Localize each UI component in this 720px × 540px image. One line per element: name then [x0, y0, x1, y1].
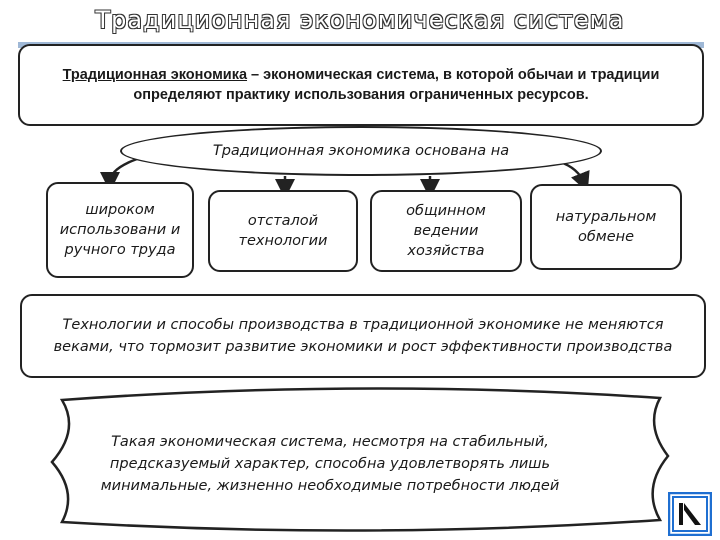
basis-item-label: общинном ведении хозяйства	[406, 203, 486, 259]
basis-box-natural-exchange	[530, 184, 682, 270]
basis-box-manual-labour	[46, 182, 194, 278]
stagnation-box	[20, 294, 706, 378]
arrow-to-natural-exchange	[560, 162, 584, 183]
basis-item-label: широком использовани и ручного труда	[59, 202, 181, 258]
skip-back-icon[interactable]	[668, 492, 712, 536]
basis-item-label: натуральном обмене	[555, 209, 657, 245]
basis-header: Традиционная экономика основана на	[212, 142, 510, 159]
basis-header-ellipse	[120, 126, 602, 176]
arrow-to-manual-labour	[110, 158, 140, 182]
definition-term: Традиционная экономика	[62, 67, 248, 83]
definition-body: – экономическая система, в которой обычаи и традиции определяют практику использования ограниченных ресурсов.	[133, 67, 660, 103]
slide-title: Традиционная экономическая система	[95, 6, 625, 34]
conclusion-scroll-text: Такая экономическая система, несмотря на стабильный, предсказуемый характер, способна удовлетворять лишь минимальные, жизненно необходимые потребности людей	[100, 434, 560, 494]
stagnation-text: Технологии и способы производства в традиционной экономике не меняются веками, что тормозит развитие экономики и рост эффективности производства	[53, 317, 673, 355]
basis-item-label: отсталой технологии	[238, 213, 328, 249]
basis-box-communal-economy	[370, 190, 522, 272]
basis-box-backward-technology	[208, 190, 358, 272]
